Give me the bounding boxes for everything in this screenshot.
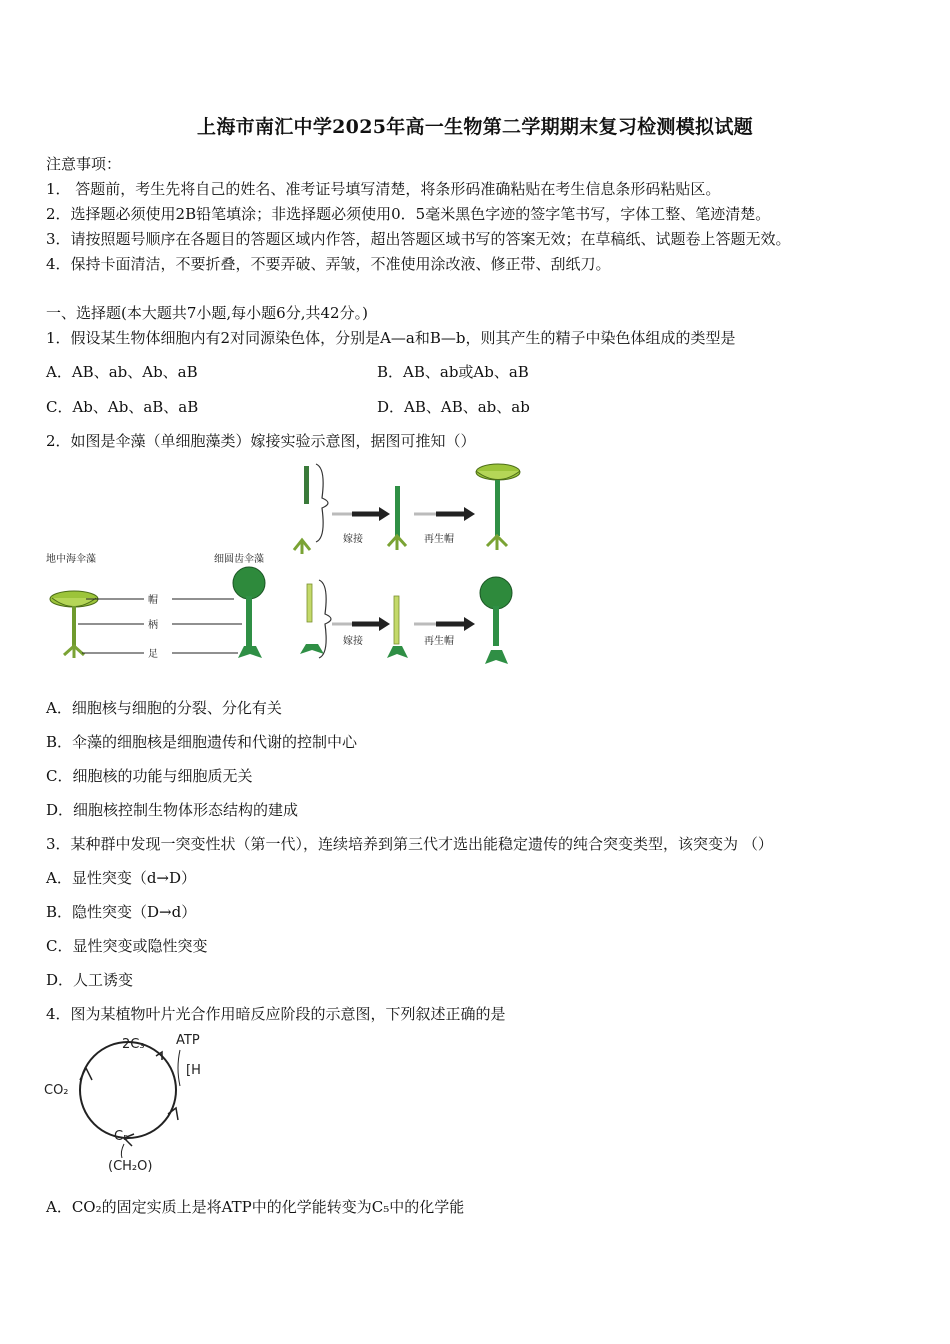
h-label: [H <box>186 1063 201 1078</box>
notice-item: 3．请按照题号顺序在各题目的答题区域内作答，超出答题区域书写的答案无效；在草稿纸、试题卷上答题无效。 <box>46 230 791 248</box>
graft-label: 嫁接 <box>343 534 363 545</box>
option-b: B．伞藻的细胞核是细胞遗传和代谢的控制中心 <box>46 733 358 751</box>
calvin-cycle-figure <box>44 1028 214 1176</box>
c5-label: C₅ <box>114 1129 129 1144</box>
question-stem: 3．某种群中发现一突变性状（第一代），连续培养到第三代才选出能稳定遗传的纯合突变类型，该突变为 （） <box>46 835 773 853</box>
notice-item: 1． 答题前，考生先将自己的姓名、准考证号填写清楚，将条形码准确粘贴在考生信息条形码粘贴区。 <box>46 180 721 198</box>
option-d: D．细胞核控制生物体形态结构的建成 <box>46 801 299 819</box>
left-species-label: 地中海伞藻 <box>46 554 96 565</box>
foot-label: 足 <box>148 649 158 660</box>
question-stem: 2．如图是伞藻（单细胞藻类）嫁接实验示意图，据图可推知（） <box>46 432 476 450</box>
option-a: A．AB、ab、Ab、aB <box>46 363 198 381</box>
option-d: D．人工诱变 <box>46 971 134 989</box>
right-species-label: 细圆齿伞藻 <box>214 554 264 565</box>
section-heading: 一、选择题(本大题共7小题,每小题6分,共42分。) <box>46 304 368 322</box>
notice-item: 4．保持卡面清洁，不要折叠，不要弄破、弄皱，不准使用涂改液、修正带、刮纸刀。 <box>46 255 611 273</box>
cap-label: 帽 <box>148 595 158 606</box>
question-stem: 1．假设某生物体细胞内有2对同源染色体，分别是A—a和B—b，则其产生的精子中染色体组成的类型是 <box>46 329 736 347</box>
option-a: A．显性突变（d→D） <box>46 869 197 887</box>
option-d: D．AB、AB、ab、ab <box>377 398 530 416</box>
co2-label: CO₂ <box>44 1083 69 1098</box>
option-c: C．细胞核的功能与细胞质无关 <box>46 767 253 785</box>
page-title: 上海市南汇中学2025年高一生物第二学期期末复习检测模拟试题 <box>197 116 753 138</box>
option-c: C．Ab、Ab、aB、aB <box>46 398 199 416</box>
flower-cap <box>233 567 265 599</box>
option-a: A．CO₂的固定实质上是将ATP中的化学能转变为C₅中的化学能 <box>46 1198 465 1216</box>
option-c: C．显性突变或隐性突变 <box>46 937 208 955</box>
option-b: B．隐性突变（D→d） <box>46 903 197 921</box>
notice-heading: 注意事项： <box>46 155 122 173</box>
regen-label-2: 再生帽 <box>424 636 454 647</box>
ch2o-label: (CH₂O) <box>108 1159 153 1174</box>
question-stem: 4．图为某植物叶片光合作用暗反应阶段的示意图，下列叙述正确的是 <box>46 1005 506 1023</box>
atp-label: ATP <box>176 1033 200 1048</box>
c3-label: 2C₃ <box>122 1037 145 1052</box>
stalk-label: 柄 <box>148 620 158 631</box>
graft-label-2: 嫁接 <box>343 636 363 647</box>
notice-item: 2．选择题必须使用2B铅笔填涂；非选择题必须使用0．5毫米黑色字迹的签字笔书写，字体工整、笔迹清楚。 <box>46 205 771 223</box>
option-b: B．AB、ab或Ab、aB <box>377 363 529 381</box>
regen-label: 再生帽 <box>424 534 454 545</box>
acetabularia-graft-figure <box>44 458 534 673</box>
option-a: A．细胞核与细胞的分裂、分化有关 <box>46 699 282 717</box>
